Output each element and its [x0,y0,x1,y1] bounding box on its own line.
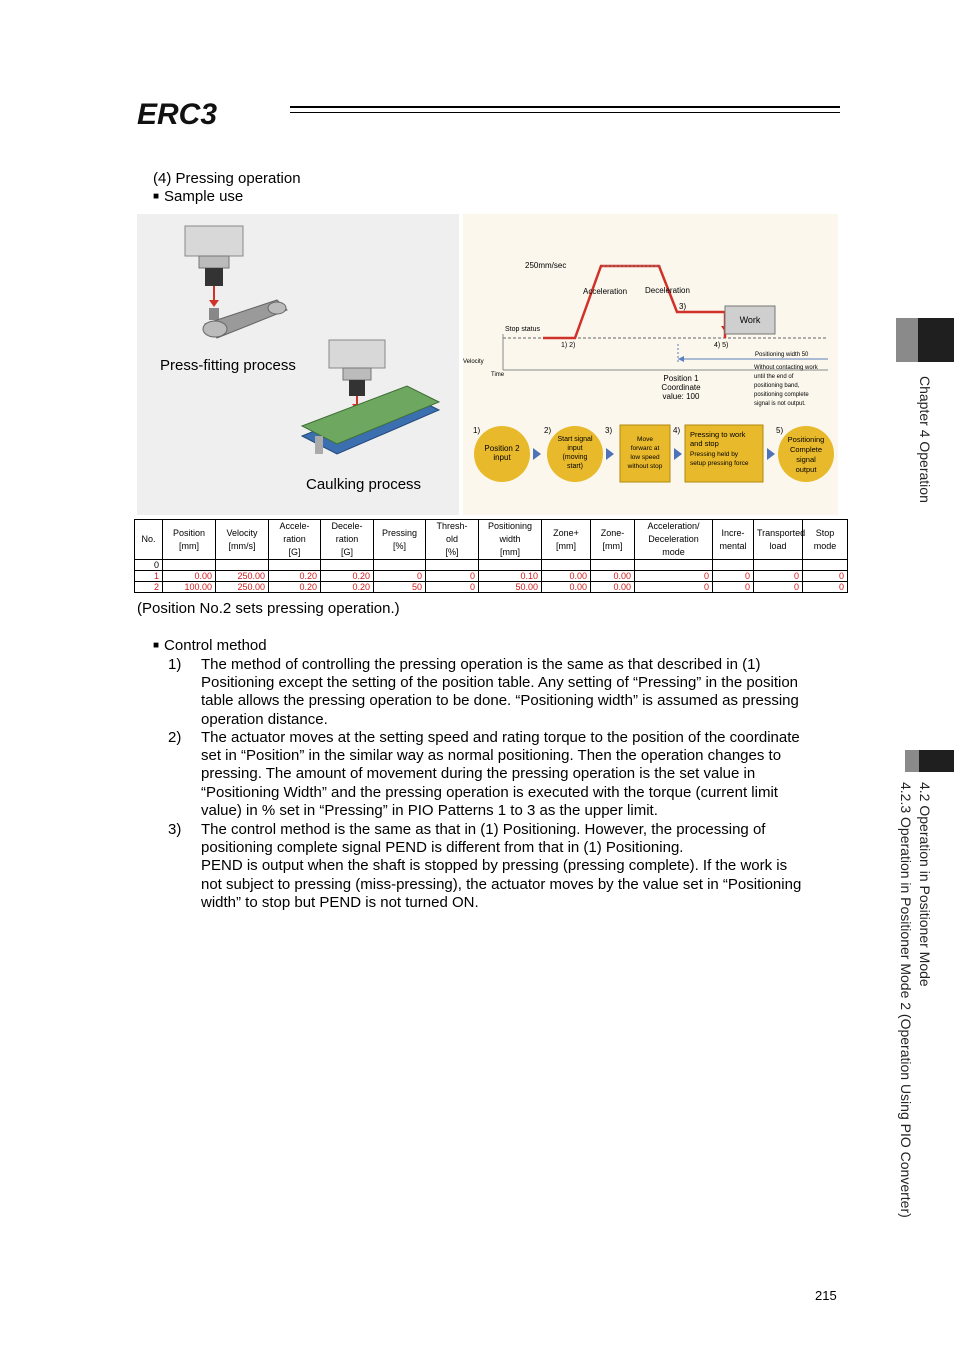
pressing-timing-diagram [463,214,838,515]
table-caption: (Position No.2 sets pressing operation.) [137,600,400,617]
step-4-num: 4) [673,426,681,435]
col-header-incremental: Incre- mental [713,520,754,560]
cell [479,560,542,571]
col-header-velocity: Velocity [mm/s] [216,520,269,560]
work-label: Work [739,315,761,325]
cell: 2 [135,582,163,593]
header-rule-thin [290,112,840,113]
step-2-line-1: Start signal [557,436,593,443]
page-number: 215 [815,1288,837,1303]
step-2-line-3: (moving [562,454,588,461]
cell: 0.20 [269,582,321,593]
table-row [135,560,848,571]
step-1-line-2: input [493,453,511,462]
deceleration-label: Deceleration [645,286,690,295]
section-title: (4) Pressing operation [153,170,301,187]
cell: 250.00 [216,582,269,593]
item-3-text: The control method is the same as that in (1) Positioning. However, the processing of positioning complete signal PEND is different from that in (1) Positioning. PEND is output when the shaft is stopped by pressing (pressing complete). If the work is not subject to pressing (miss-pressing), the actuator moves by the value set in “Positioning width” to stop but PEND is not turned ON. [201,821,802,911]
chapter-tab-shade [896,318,918,362]
without-contact-5: signal is not output. [754,401,806,407]
step-3-line-3: low speed [630,454,660,461]
section-tab-shade [905,750,919,772]
cell: 0 [635,582,713,593]
step-5-line-4: output [795,465,817,474]
without-contact-1: Without contacting work [754,365,818,371]
cell [713,560,754,571]
step-3-line-2: forwarc at [630,445,660,452]
cell: 0.00 [163,571,216,582]
mark-1-2: 1) 2) [561,342,576,349]
speed-label: 250mm/sec [525,261,567,270]
cell: 0.00 [591,582,635,593]
step-5-num: 5) [776,426,784,435]
section-side-label-2: 4.2.3 Operation in Positioner Mode 2 (Operation Using PIO Converter) [898,782,914,1218]
step-5-line-2: Complete [789,445,823,454]
cell [754,560,803,571]
positioning-width-label: Positioning width 50 [755,352,809,358]
position-note-3: value: 100 [662,392,700,401]
cell: 0 [426,582,479,593]
step-2-num: 2) [544,426,552,435]
step-4-line-1: Pressing to work [690,430,746,439]
mark-3: 3) [679,302,687,311]
without-contact-3: positioning band, [754,383,800,389]
cell: 0 [803,571,848,582]
sample-use-heading: ■ Sample use [153,188,243,208]
step-1-line-1: Position 2 [484,444,520,453]
chapter-tab [918,318,954,362]
cell [374,560,426,571]
step-3-line-4: without stop [627,463,663,470]
cell: 0 [426,571,479,582]
step-4-line-4: setup pressing force [690,460,749,467]
step-2-line-4: start) [567,463,583,470]
col-header-accel-decel-mode: Acceleration/ Deceleration mode [635,520,713,560]
cell: 0.20 [321,582,374,593]
cell [426,560,479,571]
chapter-side-label: Chapter 4 Operation [917,376,933,503]
stop-status-label: Stop status [505,326,541,333]
col-header-threshold: Thresh- old [%] [426,520,479,560]
step-2-line-2: input [567,445,583,452]
section-tab [919,750,954,772]
col-header-zone-minus: Zone- [mm] [591,520,635,560]
cell: 0.20 [269,571,321,582]
item-1-number: 1) [168,656,182,673]
col-header-positioning-width: Positioning width [mm] [479,520,542,560]
cell: 0 [754,571,803,582]
time-label: Time [491,372,505,378]
cell: 0.00 [542,582,591,593]
cell: 0 [374,571,426,582]
step-5-line-3: signal [796,455,816,464]
velocity-label: Velocity [463,359,484,365]
col-header-stop-mode: Stop mode [803,520,848,560]
press-fitting-label: Press-fitting process [160,357,296,374]
cell: 0 [713,571,754,582]
col-header-deceleration: Decele- ration [G] [321,520,374,560]
step-1-num: 1) [473,426,481,435]
col-header-transported-load: Transported load [754,520,803,560]
without-contact-4: positioning complete [754,392,809,398]
cell [321,560,374,571]
cell [269,560,321,571]
cell [216,560,269,571]
erc3-logo [137,90,277,130]
cell: 0 [754,582,803,593]
cell: 50 [374,582,426,593]
cell [591,560,635,571]
cell: 0.10 [479,571,542,582]
cell: 0.20 [321,571,374,582]
cell: 0 [135,560,163,571]
step-3-line-1: Move [637,436,653,443]
position-table [134,519,848,593]
cell: 0.00 [591,571,635,582]
item-3-number: 3) [168,821,182,838]
cell: 0 [803,582,848,593]
mark-4-5: 4) 5) [714,342,729,349]
col-header-acceleration: Accele- ration [G] [269,520,321,560]
header-rule [290,106,840,108]
table-row [135,582,848,593]
step-4-line-3: Pressing held by [690,451,739,458]
cell: 100.00 [163,582,216,593]
table-header-row [135,520,848,560]
cell: 1 [135,571,163,582]
item-2-number: 2) [168,729,182,746]
svg-text:ERC3: ERC3 [137,98,218,130]
col-header-pressing: Pressing [%] [374,520,426,560]
cell: 0 [635,571,713,582]
cell [803,560,848,571]
section-side-label-1: 4.2 Operation in Positioner Mode [917,782,933,987]
step-4-line-2: and stop [690,439,719,448]
cell: 50.00 [479,582,542,593]
step-5-line-1: Positioning [787,435,825,444]
caulking-label: Caulking process [306,476,422,493]
position-note-1: Position 1 [663,374,699,383]
cell [163,560,216,571]
cell [542,560,591,571]
table-row [135,571,848,582]
cell [635,560,713,571]
cell: 250.00 [216,571,269,582]
position-note-2: Coordinate [661,383,701,392]
col-header-no: No. [135,520,163,560]
cell: 0.00 [542,571,591,582]
col-header-position: Position [mm] [163,520,216,560]
col-header-zone-plus: Zone+ [mm] [542,520,591,560]
item-1-text: The method of controlling the pressing operation is the same as that described in (1) Positioning except the setting of the position table. Any setting of “Pressing” in the position table allows the pressing operation to be done. “Positioning width” is assumed as pressing operation distance. [201,656,799,728]
acceleration-label: Acceleration [583,287,628,296]
step-3-num: 3) [605,426,613,435]
cell: 0 [713,582,754,593]
control-method-heading: ■ Control method [153,637,267,657]
item-2-text: The actuator moves at the setting speed and rating torque to the position of the coordinate set in “Position” in the similar way as normal positioning. Then the operation changes to pressing. The amount of movement during the pressing operation is the set value in “Positioning Width” and the pressing operation is executed with the torque (current limit value) in % set in “Pressing” in PIO Patterns 1 to 3 as the upper limit. [201,729,800,819]
without-contact-2: until the end of [754,374,794,380]
